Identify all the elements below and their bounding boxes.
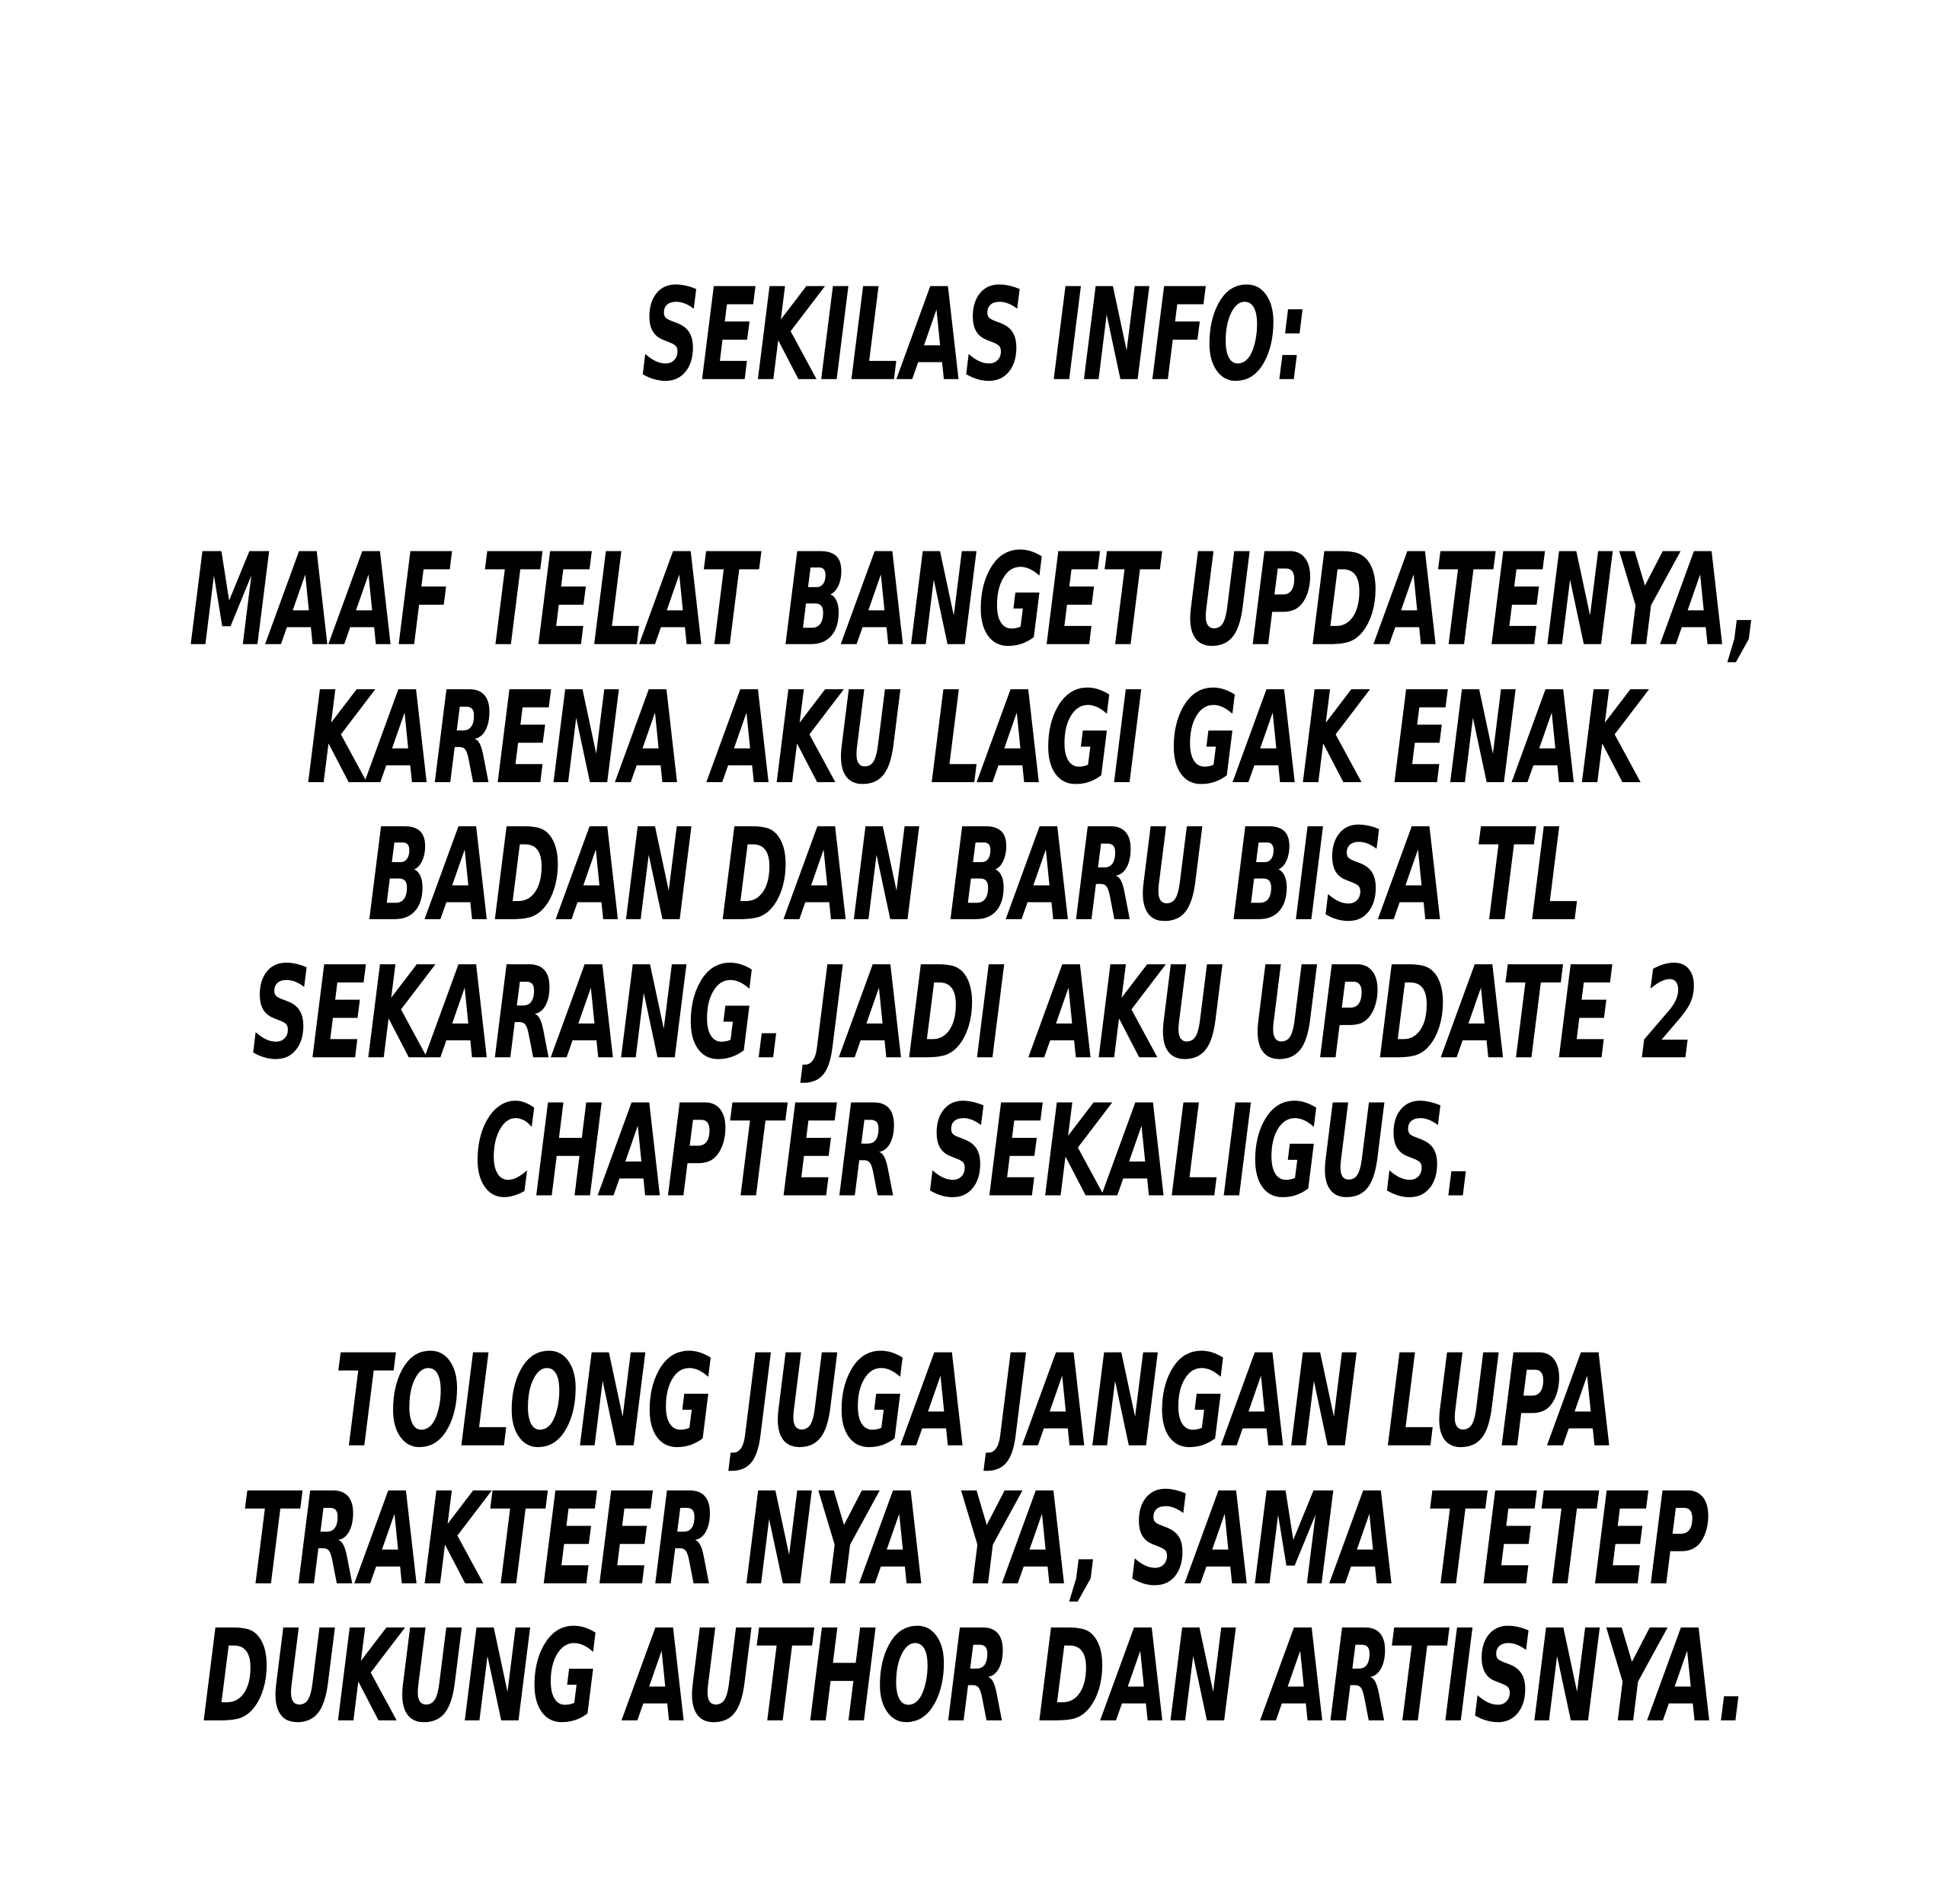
page-title: SEKILAS INFO:: [641, 262, 1309, 410]
note-line: CHAPTER SEKALIGUS.: [475, 1078, 1475, 1226]
note-line: BADAN DAN BARU BISA TL: [367, 802, 1583, 950]
note-line: SEKARANG. JADI AKU UPDATE 2: [251, 940, 1699, 1088]
note-line: TRAKTEER NYA YA, SAMA TETEP: [241, 1466, 1709, 1614]
note-title-block: [0, 262, 1950, 410]
note-line: KARENA AKU LAGI GAK ENAK: [306, 665, 1644, 813]
note-paragraph-apology: [0, 527, 1950, 1226]
note-paragraph-support: [0, 1328, 1950, 1752]
note-line: MAAF TELAT BANGET UPDATENYA,: [189, 527, 1761, 675]
note-line: DUKUNG AUTHOR DAN ARTISNYA.: [202, 1603, 1748, 1752]
note-line: TOLONG JUGA JANGAN LUPA: [334, 1328, 1616, 1476]
